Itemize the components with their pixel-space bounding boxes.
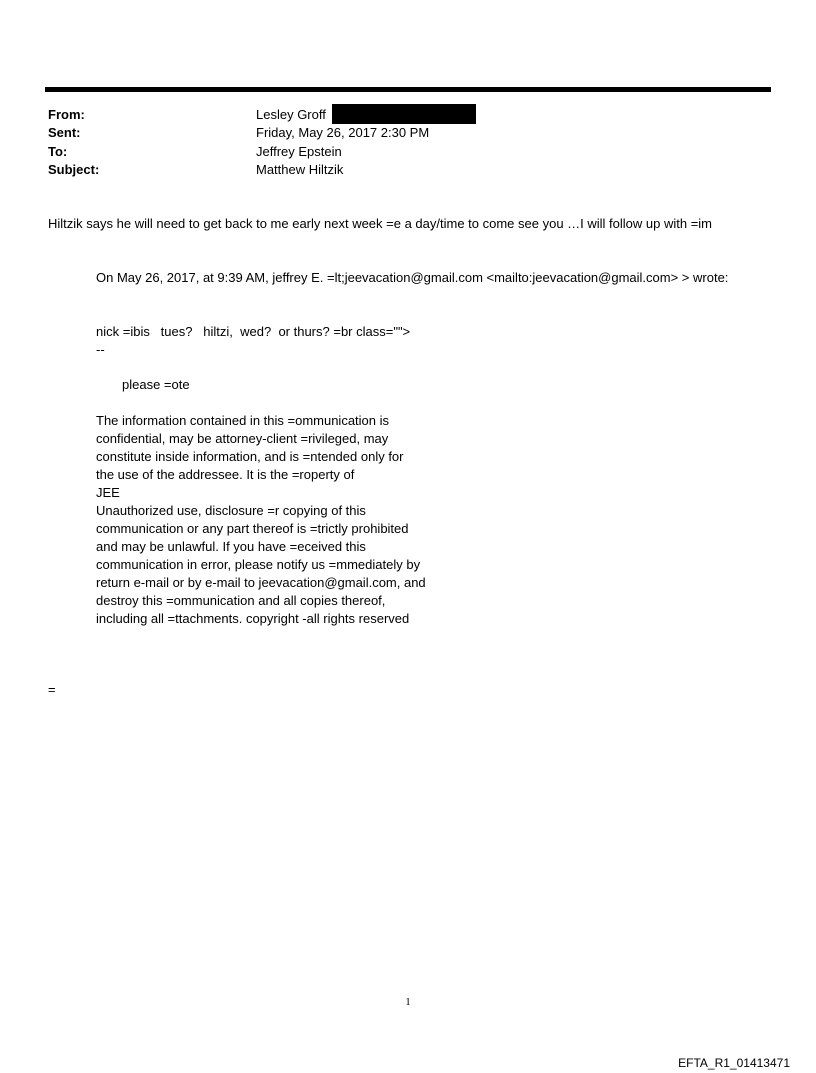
sender-name: Lesley Groff	[256, 107, 326, 122]
disclaimer-line: confidential, may be attorney-client =rivileged, may	[96, 431, 389, 446]
disclaimer-line: destroy this =ommunication and all copies thereof,	[96, 593, 386, 608]
disclaimer-line: constitute inside information, and is =ntended only for	[96, 449, 404, 464]
sent-label: Sent:	[48, 125, 81, 140]
from-value	[256, 106, 476, 124]
disclaimer-line: JEE	[96, 485, 120, 500]
subject-value: Matthew Hiltzik	[256, 162, 344, 177]
quote-intro: On May 26, 2017, at 9:39 AM, jeffrey E. =lt;jeevacation@gmail.com <mailto:jeevacation@gmail.com> > wrote:	[96, 270, 729, 285]
disclaimer-line: communication in error, please notify us =mmediately by	[96, 557, 421, 572]
bates-number: EFTA_R1_01413471	[678, 1056, 790, 1070]
trailing-char: =	[48, 682, 56, 697]
signature-separator: --	[96, 342, 105, 357]
disclaimer-block	[96, 412, 426, 628]
to-label: To:	[48, 144, 68, 159]
disclaimer-line: including all =ttachments. copyright -all rights reserved	[96, 611, 410, 626]
to-value: Jeffrey Epstein	[256, 144, 342, 159]
disclaimer-line: communication or any part thereof is =trictly prohibited	[96, 521, 409, 536]
redaction-block	[332, 104, 476, 124]
disclaimer-line: The information contained in this =ommunication is	[96, 413, 390, 428]
disclaimer-line: return e-mail or by e-mail to jeevacation@gmail.com, and	[96, 575, 426, 590]
disclaimer-line: Unauthorized use, disclosure =r copying of this	[96, 503, 366, 518]
disclaimer-line: the use of the addressee. It is the =roperty of	[96, 467, 355, 482]
sent-value: Friday, May 26, 2017 2:30 PM	[256, 125, 430, 140]
header-rule	[45, 87, 771, 92]
from-label: From:	[48, 107, 85, 122]
quoted-message: nick =ibis tues? hiltzi, wed? or thurs? =br class="">	[96, 324, 411, 339]
subject-label: Subject:	[48, 162, 100, 177]
message-body: Hiltzik says he will need to get back to me early next week =e a day/time to come see you …I will follow up with =im	[48, 216, 713, 231]
page-number: 1	[405, 996, 411, 1008]
please-note: please =ote	[122, 377, 190, 392]
disclaimer-line: and may be unlawful. If you have =eceived this	[96, 539, 366, 554]
